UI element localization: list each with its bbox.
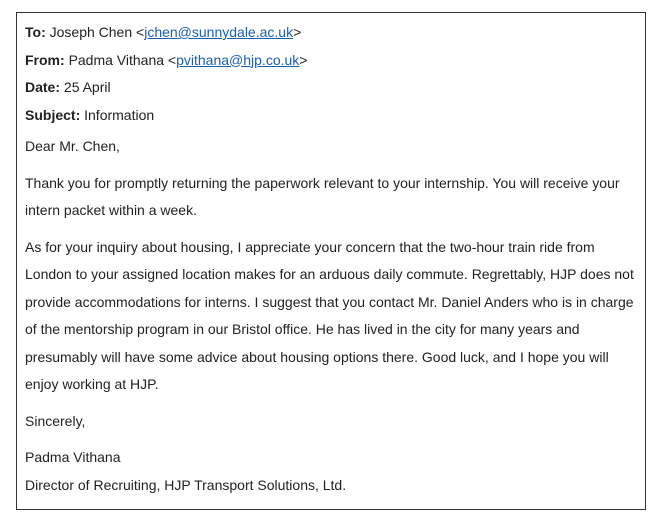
greeting: Dear Mr. Chen, xyxy=(25,138,120,154)
signature-name: Padma Vithana xyxy=(25,449,121,465)
from-close: > xyxy=(299,51,308,68)
from-email-link[interactable]: pvithana@hjp.co.uk xyxy=(176,51,300,68)
body-paragraph-2: As for your inquiry about housing, I appreciate your concern that the two-hour train ride from London to your assigned location makes for an arduous daily commute. Regrettably, HJP does not provide accommodations for interns. I suggest that you contact Mr. Daniel Anders who is in charge of the mentorship program in our Bristol office. He has lived in the city for many years and presumably will have some advice about housing options there. Good luck, and I hope you will enjoy working at HJP. xyxy=(25,238,634,392)
to-close: > xyxy=(293,24,302,40)
date-label: Date: xyxy=(25,79,61,95)
from-label: From: xyxy=(25,51,65,68)
from-name: Padma Vithana < xyxy=(68,51,177,68)
closing: Sincerely, xyxy=(25,412,86,429)
subject-label: Subject: xyxy=(25,106,81,123)
to-name: Joseph Chen < xyxy=(49,24,145,40)
date-value: 25 April xyxy=(63,79,111,95)
to-email-link[interactable]: jchen@sunnydale.ac.uk xyxy=(144,24,294,40)
email-document xyxy=(16,12,646,510)
to-label: To: xyxy=(25,24,46,40)
subject-line xyxy=(25,105,637,133)
body-paragraph-1: Thank you for promptly returning the paperwork relevant to your internship. You will receive your intern packet within a week. xyxy=(25,174,620,218)
email-content xyxy=(25,22,637,499)
date-line xyxy=(25,77,637,105)
from-line xyxy=(25,50,637,78)
to-line xyxy=(25,22,637,50)
subject-value: Information xyxy=(84,106,155,123)
signature-title: Director of Recruiting, HJP Transport Solutions, Ltd. xyxy=(25,476,347,493)
